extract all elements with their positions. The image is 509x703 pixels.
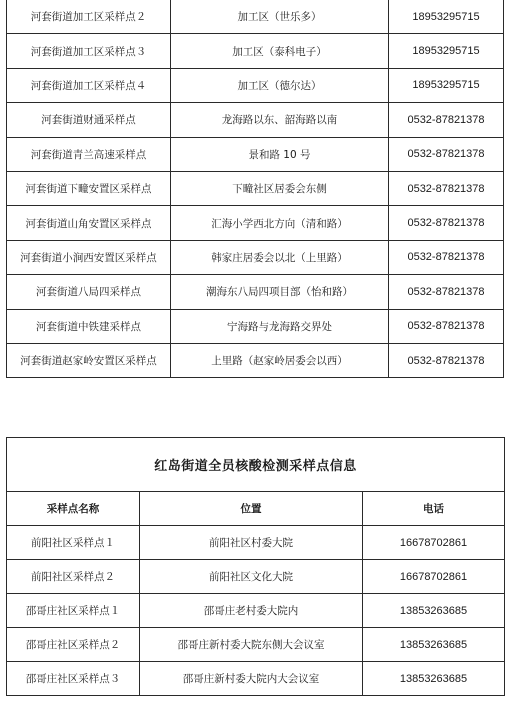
phone-cell: 13853263685: [363, 594, 505, 628]
table-row: [7, 662, 505, 696]
site-name-cell: 邵哥庄社区采样点１: [7, 594, 140, 628]
site-name-cell: 河套街道八局四采样点: [7, 275, 171, 309]
location-cell: 加工区（德尔达）: [171, 68, 389, 102]
site-name-cell: 河套街道青兰高速采样点: [7, 137, 171, 171]
hetao-table-body: [7, 0, 504, 378]
location-cell: 潮海东八局四项目部（怡和路）: [171, 275, 389, 309]
site-name-cell: 河套街道下疃安置区采样点: [7, 171, 171, 205]
table-header-row: [7, 492, 505, 526]
table-row: [7, 343, 504, 377]
location-cell: 下疃社区居委会东侧: [171, 171, 389, 205]
table-title: 红岛街道全员核酸检测采样点信息: [7, 438, 505, 492]
phone-cell: 0532-87821378: [389, 103, 504, 137]
location-cell: 宁海路与龙海路交界处: [171, 309, 389, 343]
location-cell: 景和路 10 号: [171, 137, 389, 171]
header-name: 采样点名称: [7, 492, 140, 526]
phone-cell: 0532-87821378: [389, 275, 504, 309]
table-row: [7, 34, 504, 68]
phone-cell: 18953295715: [389, 68, 504, 102]
site-name-cell: 前阳社区采样点２: [7, 560, 140, 594]
table-row: [7, 628, 505, 662]
phone-cell: 13853263685: [363, 662, 505, 696]
phone-cell: 13853263685: [363, 628, 505, 662]
phone-cell: 18953295715: [389, 0, 504, 34]
site-name-cell: 河套街道加工区采样点３: [7, 34, 171, 68]
table-title-row: [7, 438, 505, 492]
location-cell: 邵哥庄老村委大院内: [140, 594, 363, 628]
location-cell: 汇海小学西北方向（清和路）: [171, 206, 389, 240]
table-row: [7, 275, 504, 309]
location-cell: 龙海路以东、韶海路以南: [171, 103, 389, 137]
phone-cell: 0532-87821378: [389, 171, 504, 205]
table-row: [7, 309, 504, 343]
site-name-cell: 河套街道中铁建采样点: [7, 309, 171, 343]
site-name-cell: 河套街道加工区采样点４: [7, 68, 171, 102]
site-name-cell: 河套街道小涧西安置区采样点: [7, 240, 171, 274]
table-row: [7, 206, 504, 240]
site-name-cell: 前阳社区采样点１: [7, 526, 140, 560]
phone-cell: 16678702861: [363, 560, 505, 594]
location-cell: 韩家庄居委会以北（上里路）: [171, 240, 389, 274]
phone-cell: 18953295715: [389, 34, 504, 68]
location-cell: 加工区（世乐多）: [171, 0, 389, 34]
table-row: [7, 526, 505, 560]
site-name-cell: 河套街道加工区采样点２: [7, 0, 171, 34]
phone-cell: 0532-87821378: [389, 343, 504, 377]
table-row: [7, 0, 504, 34]
table-row: [7, 68, 504, 102]
hongdao-table-body: [7, 438, 505, 696]
table-row: [7, 171, 504, 205]
table-row: [7, 103, 504, 137]
hetao-sampling-table: [6, 0, 504, 378]
phone-cell: 0532-87821378: [389, 309, 504, 343]
table-row: [7, 560, 505, 594]
site-name-cell: 邵哥庄社区采样点３: [7, 662, 140, 696]
site-name-cell: 河套街道财通采样点: [7, 103, 171, 137]
location-cell: 前阳社区文化大院: [140, 560, 363, 594]
table-row: [7, 594, 505, 628]
hongdao-sampling-table: [6, 437, 505, 696]
site-name-cell: 邵哥庄社区采样点２: [7, 628, 140, 662]
header-location: 位置: [140, 492, 363, 526]
phone-cell: 0532-87821378: [389, 240, 504, 274]
location-cell: 上里路（赵家岭居委会以西）: [171, 343, 389, 377]
site-name-cell: 河套街道山角安置区采样点: [7, 206, 171, 240]
location-cell: 加工区（泰科电子）: [171, 34, 389, 68]
header-phone: 电话: [363, 492, 505, 526]
phone-cell: 16678702861: [363, 526, 505, 560]
location-cell: 邵哥庄新村委大院东侧大会议室: [140, 628, 363, 662]
site-name-cell: 河套街道赵家岭安置区采样点: [7, 343, 171, 377]
phone-cell: 0532-87821378: [389, 137, 504, 171]
location-cell: 前阳社区村委大院: [140, 526, 363, 560]
table-row: [7, 240, 504, 274]
location-cell: 邵哥庄新村委大院内大会议室: [140, 662, 363, 696]
phone-cell: 0532-87821378: [389, 206, 504, 240]
table-row: [7, 137, 504, 171]
